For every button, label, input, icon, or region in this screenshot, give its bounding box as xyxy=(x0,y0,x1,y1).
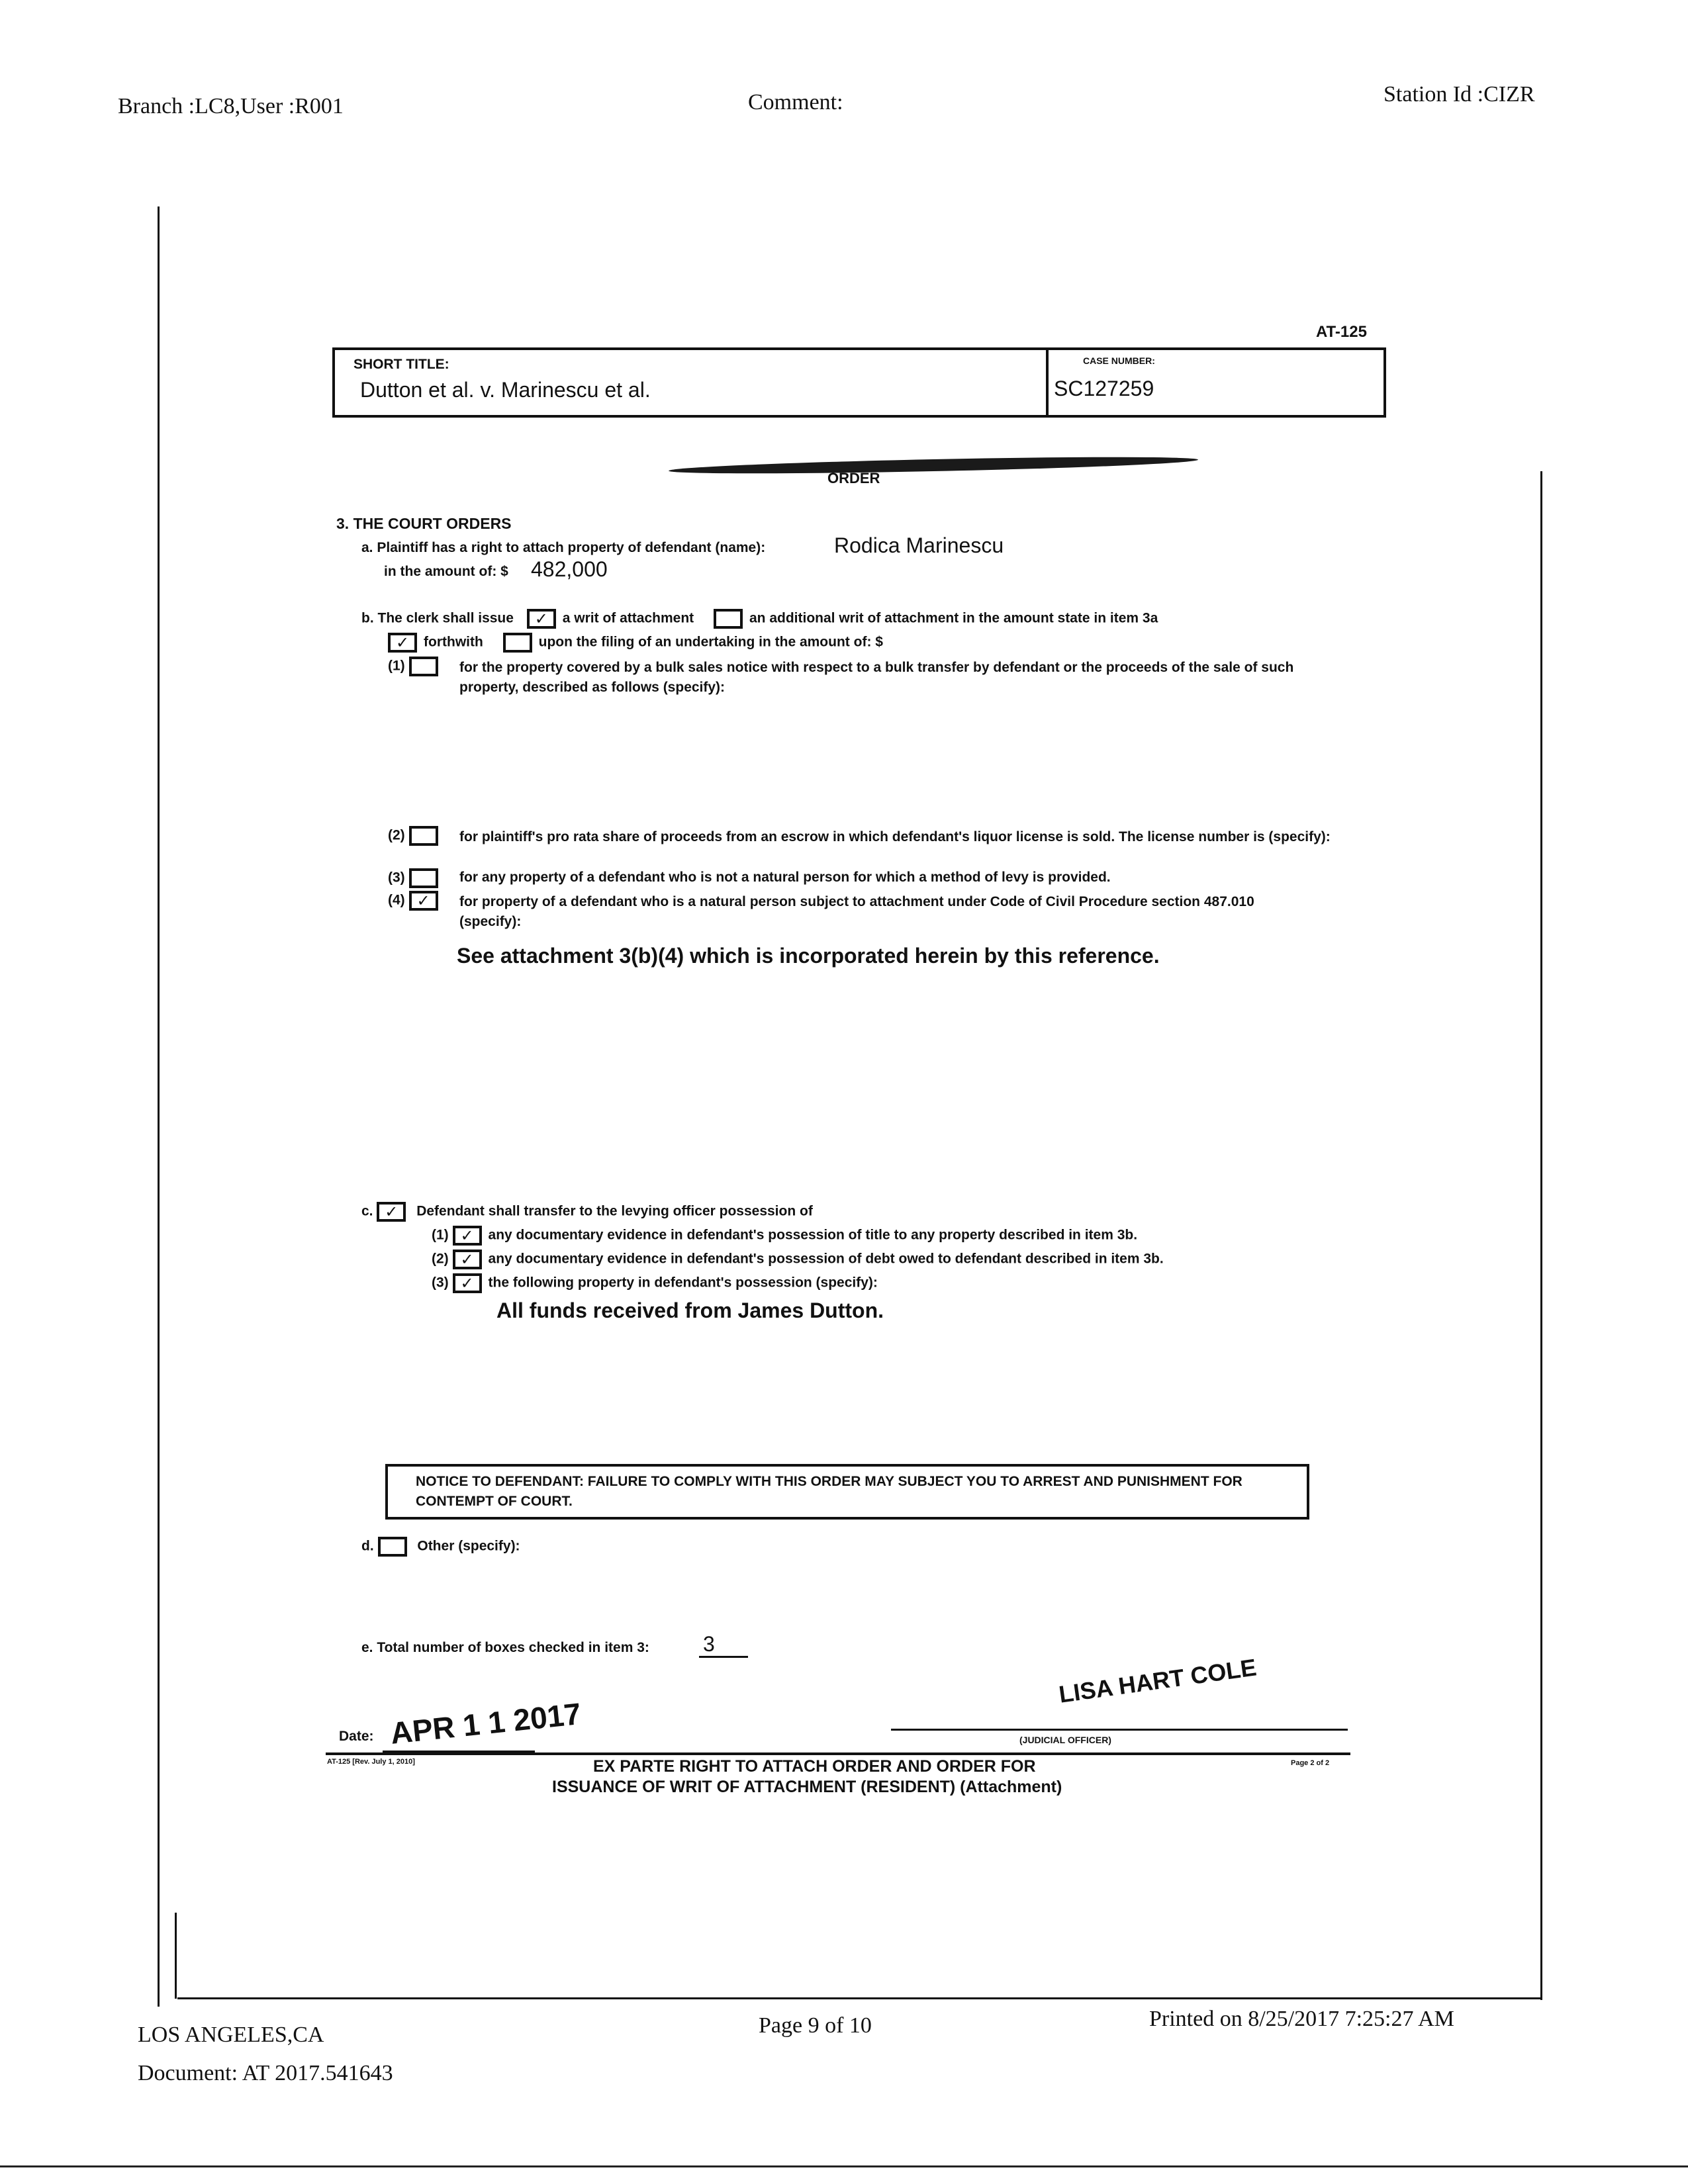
b4-value: See attachment 3(b)(4) which is incorporated herein by this reference. xyxy=(457,944,1160,968)
item3d-text: Other (specify): xyxy=(417,1538,520,1554)
c2-item xyxy=(432,1250,1164,1269)
c3-value: All funds received from James Dutton. xyxy=(496,1298,884,1322)
date-stamp: APR 1 1 2017 xyxy=(389,1696,583,1751)
branch-user: Branch :LC8,User :R001 xyxy=(118,94,344,118)
c1-checkbox[interactable]: ✓ xyxy=(453,1226,482,1246)
item3b-lead xyxy=(361,609,1158,629)
footer-document: Document: AT 2017.541643 xyxy=(138,2061,393,2085)
footer-printed: Printed on 8/25/2017 7:25:27 AM xyxy=(1149,2007,1454,2031)
footer-page: Page 9 of 10 xyxy=(759,2013,872,2038)
caption-box xyxy=(332,347,1386,418)
c3-item xyxy=(432,1273,878,1293)
footer-title-line1: EX PARTE RIGHT TO ATTACH ORDER AND ORDER FOR xyxy=(593,1757,1036,1776)
short-title-value: Dutton et al. v. Marinescu et al. xyxy=(360,378,651,402)
b3-checkbox[interactable] xyxy=(409,868,438,888)
c2-num: (2) xyxy=(432,1251,449,1267)
b3-item xyxy=(388,868,445,888)
c1-num: (1) xyxy=(432,1227,449,1243)
item3b-lead-label: b. The clerk shall issue xyxy=(361,610,514,626)
b3-num: (3) xyxy=(388,870,405,886)
b2-num: (2) xyxy=(388,827,405,843)
c1-text: any documentary evidence in defendant's possession of title to any property described in item 3b. xyxy=(488,1227,1138,1243)
writ-checkbox[interactable]: ✓ xyxy=(527,609,556,629)
case-number-value: SC127259 xyxy=(1054,377,1154,400)
signature-line xyxy=(891,1729,1348,1731)
b1-num: (1) xyxy=(388,658,405,674)
b3-text: for any property of a defendant who is not a natural person for which a method of levy is provided. xyxy=(459,870,1111,885)
footer-title-line2: ISSUANCE OF WRIT OF ATTACHMENT (RESIDENT) (Attachment) xyxy=(552,1778,1062,1796)
b4-item xyxy=(388,891,445,911)
d-checkbox[interactable] xyxy=(378,1537,407,1557)
date-label: Date: xyxy=(339,1729,374,1744)
undertaking-label: upon the filing of an undertaking in the amount of: $ xyxy=(538,634,883,650)
station-id: Station Id :CIZR xyxy=(1383,82,1535,107)
item3e-text: e. Total number of boxes checked in item 3: xyxy=(361,1640,649,1655)
b4-num: (4) xyxy=(388,892,405,908)
footer-form-page: Page 2 of 2 xyxy=(1291,1759,1330,1767)
notice-text: NOTICE TO DEFENDANT: FAILURE TO COMPLY WITH THIS ORDER MAY SUBJECT YOU TO ARREST AND PUNISHMENT FOR CONTEMPT OF COURT. xyxy=(416,1474,1243,1509)
item3e-underline xyxy=(699,1656,748,1658)
forthwith-checkbox[interactable]: ✓ xyxy=(388,633,417,653)
caption-divider xyxy=(1046,350,1049,415)
c1-item xyxy=(432,1226,1137,1246)
scan-edge-bottom xyxy=(0,2165,1688,2167)
scan-border-bottom xyxy=(177,1997,1541,1999)
b2-checkbox[interactable] xyxy=(409,826,438,846)
comment-label: Comment: xyxy=(748,90,843,114)
form-footer-rule xyxy=(326,1752,1350,1755)
item3d xyxy=(361,1537,520,1557)
c3-checkbox[interactable]: ✓ xyxy=(453,1273,482,1293)
footer-form-id: AT-125 [Rev. July 1, 2010] xyxy=(327,1758,415,1766)
scan-border-bottom-left xyxy=(175,1913,177,1999)
item3a-text: a. Plaintiff has a right to attach property of defendant (name): xyxy=(361,540,766,555)
item3c-lead: Defendant shall transfer to the levying officer possession of xyxy=(416,1203,813,1219)
form-number: AT-125 xyxy=(1316,323,1367,341)
item3c-label: c. xyxy=(361,1203,373,1219)
b2-text: for plaintiff's pro rata share of proceeds from an escrow in which defendant's liquor license is sold. The license number is (specify): xyxy=(459,829,1331,844)
forthwith-label: forthwith xyxy=(424,634,483,650)
b1-text: for the property covered by a bulk sales notice with respect to a bulk transfer by defendant or the proceeds of the sale of such property, described as follows (specify): xyxy=(459,660,1294,695)
item3b-timing xyxy=(388,633,883,653)
judicial-officer-label: (JUDICIAL OFFICER) xyxy=(1019,1735,1111,1745)
writ-label: a writ of attachment xyxy=(562,610,694,626)
c3-text: the following property in defendant's possession (specify): xyxy=(488,1275,878,1291)
heading-smudge xyxy=(669,454,1198,477)
c2-checkbox[interactable]: ✓ xyxy=(453,1250,482,1269)
item3a-amount-label: in the amount of: $ xyxy=(384,564,508,579)
notice-box xyxy=(385,1464,1309,1520)
scan-border-left xyxy=(158,206,160,2007)
b2-item xyxy=(388,826,445,846)
section-heading: ORDER xyxy=(827,470,880,486)
additional-writ-checkbox[interactable] xyxy=(714,609,743,629)
item3d-label: d. xyxy=(361,1538,374,1554)
case-number-label: CASE NUMBER: xyxy=(1083,355,1155,366)
undertaking-checkbox[interactable] xyxy=(503,633,532,653)
item3e-value: 3 xyxy=(703,1632,715,1656)
judge-signature: LISA HART COLE xyxy=(1057,1653,1258,1708)
item3a-amount: 482,000 xyxy=(531,557,608,581)
b4-text: for property of a defendant who is a natural person subject to attachment under Code of Civil Procedure section 487.010 (specify): xyxy=(459,894,1254,929)
item3-heading: 3. THE COURT ORDERS xyxy=(336,515,512,532)
scan-border-right xyxy=(1540,471,1542,2000)
c3-num: (3) xyxy=(432,1275,449,1291)
c-checkbox[interactable]: ✓ xyxy=(377,1202,406,1222)
short-title-label: SHORT TITLE: xyxy=(353,357,449,372)
item3c xyxy=(361,1202,813,1222)
item3a-name: Rodica Marinescu xyxy=(834,533,1004,557)
b1-checkbox[interactable] xyxy=(409,657,438,676)
b4-checkbox[interactable]: ✓ xyxy=(409,891,438,911)
c2-text: any documentary evidence in defendant's possession of debt owed to defendant described in item 3b. xyxy=(488,1251,1164,1267)
additional-writ-label: an additional writ of attachment in the amount state in item 3a xyxy=(749,610,1158,626)
footer-location: LOS ANGELES,CA xyxy=(138,2023,324,2047)
